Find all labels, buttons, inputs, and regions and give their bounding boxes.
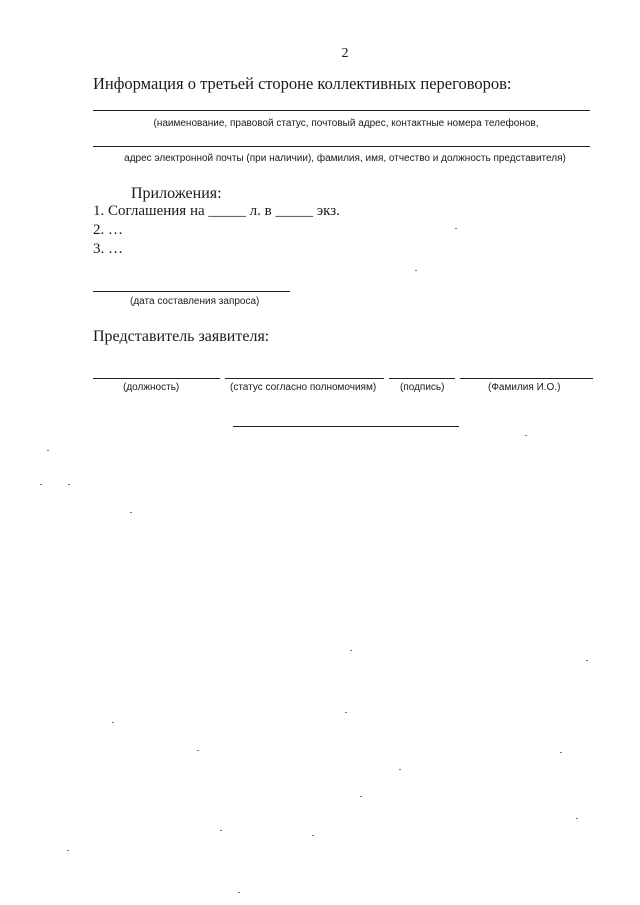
scan-speck [47,450,49,451]
scan-speck [312,835,314,836]
scan-speck [112,722,114,723]
attachment-item-2: 2. … [93,222,123,238]
page-number: 2 [341,46,349,61]
closing-divider [233,426,459,427]
request-date-line [93,291,290,292]
scan-speck [560,752,562,753]
name-line [460,378,593,379]
signature-caption: (подпись) [400,382,445,393]
scan-speck [360,796,362,797]
scan-speck [197,750,199,751]
third-party-title: Информация о третьей стороне коллективных переговоров: [93,74,512,93]
scan-speck [415,270,417,271]
status-line [225,378,384,379]
position-caption: (должность) [123,382,180,393]
attachment-item-3: 3. … [93,241,123,257]
scan-speck [238,892,240,893]
scan-speck [350,650,352,651]
scan-speck [525,435,527,436]
representative-title: Представитель заявителя: [93,328,270,345]
third-party-line-1 [93,110,590,111]
third-party-line-2 [93,146,590,147]
third-party-hint-1: (наименование, правовой статус, почтовый адрес, контактные номера телефонов, [153,118,539,129]
request-date-caption: (дата составления запроса) [130,296,260,307]
scan-speck [455,228,457,229]
scan-speck [68,484,70,485]
signature-line [389,378,455,379]
scan-speck [67,850,69,851]
scan-speck [345,712,347,713]
scan-speck [130,512,132,513]
name-caption: (Фамилия И.О.) [488,382,561,393]
scan-speck [220,830,222,831]
scan-speck [576,818,578,819]
status-caption: (статус согласно полномочиям) [230,382,377,393]
scan-speck [586,660,588,661]
position-line [93,378,220,379]
scan-speck [40,484,42,485]
third-party-hint-2: адрес электронной почты (при наличии), фамилия, имя, отчество и должность представителя) [124,153,566,164]
attachments-title: Приложения: [131,185,222,202]
attachment-item-1: 1. Соглашения на _____ л. в _____ экз. [93,203,340,219]
scan-speck [399,769,401,770]
